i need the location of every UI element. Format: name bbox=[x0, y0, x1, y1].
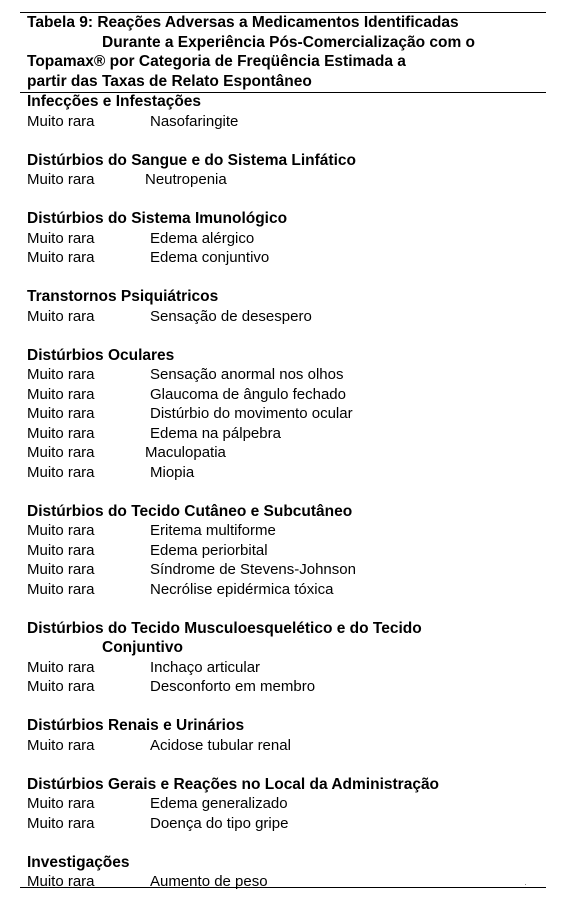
stray-mark bbox=[525, 884, 526, 885]
frequency-cell: Muito rara bbox=[27, 658, 95, 676]
term-cell: Desconforto em membro bbox=[150, 678, 316, 695]
table-row bbox=[27, 736, 547, 756]
frequency-cell: Muito rara bbox=[27, 541, 95, 559]
frequency-cell: Muito rara bbox=[27, 736, 95, 754]
section-heading: Distúrbios Renais e Urinários bbox=[27, 717, 245, 734]
term-cell: Eritema multiforme bbox=[150, 522, 276, 539]
term-cell: Glaucoma de ângulo fechado bbox=[150, 385, 346, 403]
title-line: Tabela 9: Reações Adversas a Medicamentos Identificadas bbox=[27, 14, 459, 31]
section bbox=[27, 775, 547, 834]
table-title bbox=[27, 13, 547, 91]
section-heading: Distúrbios Gerais e Reações no Local da Administração bbox=[27, 775, 440, 793]
frequency-cell: Muito rara bbox=[27, 795, 95, 812]
frequency-cell: Muito rara bbox=[27, 171, 95, 188]
title-line: Topamax® por Categoria de Freqüência Estimada a bbox=[27, 53, 406, 70]
table-row bbox=[27, 365, 547, 385]
term-cell: Nasofaringite bbox=[150, 112, 239, 130]
section-heading: Transtornos Psiquiátricos bbox=[27, 288, 219, 305]
term-cell: Maculopatia bbox=[145, 444, 226, 461]
term-cell: Edema periorbital bbox=[150, 541, 268, 559]
section-heading-continuation bbox=[27, 638, 547, 658]
section bbox=[27, 853, 547, 892]
term-cell: Inchaço articular bbox=[150, 658, 261, 676]
section bbox=[27, 92, 547, 131]
section bbox=[27, 151, 547, 190]
table-row bbox=[27, 385, 547, 405]
term-cell: Miopia bbox=[150, 463, 195, 481]
table-bottom-rule bbox=[20, 887, 546, 888]
table-row bbox=[27, 404, 547, 424]
frequency-cell: Muito rara bbox=[27, 385, 95, 403]
term-cell: Necrólise epidérmica tóxica bbox=[150, 580, 334, 598]
frequency-cell: Muito rara bbox=[27, 522, 95, 539]
term-cell: Edema generalizado bbox=[150, 795, 288, 812]
table-row bbox=[27, 521, 547, 541]
table-row bbox=[27, 424, 547, 444]
section bbox=[27, 502, 547, 600]
frequency-cell: Muito rara bbox=[27, 463, 95, 481]
term-cell: Sensação anormal nos olhos bbox=[150, 366, 344, 383]
term-cell: Doença do tipo gripe bbox=[150, 814, 289, 832]
section bbox=[27, 287, 547, 326]
table-row bbox=[27, 541, 547, 561]
frequency-cell: Muito rara bbox=[27, 561, 95, 578]
table-row bbox=[27, 560, 547, 580]
title-line: Durante a Experiência Pós-Comercialização com o bbox=[102, 33, 475, 51]
table-row bbox=[27, 307, 547, 327]
table-row bbox=[27, 112, 547, 132]
table-row bbox=[27, 229, 547, 249]
table-row bbox=[27, 580, 547, 600]
term-cell: Acidose tubular renal bbox=[150, 736, 291, 754]
section-heading: Distúrbios do Sistema Imunológico bbox=[27, 210, 288, 227]
frequency-cell: Muito rara bbox=[27, 249, 95, 266]
term-cell: Edema na pálpebra bbox=[150, 424, 281, 442]
table-row bbox=[27, 463, 547, 483]
table-row bbox=[27, 170, 547, 190]
table-row bbox=[27, 248, 547, 268]
frequency-cell: Muito rara bbox=[27, 229, 95, 247]
table-row bbox=[27, 658, 547, 678]
table-row bbox=[27, 794, 547, 814]
term-cell: Sensação de desespero bbox=[150, 307, 312, 325]
section-heading-cont-text: Conjuntivo bbox=[102, 639, 183, 656]
frequency-cell: Muito rara bbox=[27, 678, 95, 695]
frequency-cell: Muito rara bbox=[27, 405, 95, 422]
table-body bbox=[27, 92, 547, 892]
frequency-cell: Muito rara bbox=[27, 873, 95, 890]
section bbox=[27, 716, 547, 755]
section-heading: Distúrbios do Tecido Musculoesquelético e do Tecido bbox=[27, 619, 422, 637]
table-row bbox=[27, 814, 547, 834]
term-cell: Neutropenia bbox=[145, 171, 227, 188]
section bbox=[27, 209, 547, 268]
frequency-cell: Muito rara bbox=[27, 814, 95, 832]
term-cell: Edema conjuntivo bbox=[150, 249, 270, 266]
term-cell: Aumento de peso bbox=[150, 873, 268, 890]
table-row bbox=[27, 872, 547, 892]
table-row bbox=[27, 443, 547, 463]
frequency-cell: Muito rara bbox=[27, 307, 95, 325]
section-heading: Distúrbios Oculares bbox=[27, 346, 175, 364]
table-row bbox=[27, 677, 547, 697]
section-heading: Distúrbios do Sangue e do Sistema Linfático bbox=[27, 151, 356, 169]
term-cell: Síndrome de Stevens-Johnson bbox=[150, 561, 356, 578]
section-heading: Distúrbios do Tecido Cutâneo e Subcutâneo bbox=[27, 502, 353, 520]
section bbox=[27, 619, 547, 697]
frequency-cell: Muito rara bbox=[27, 444, 95, 461]
frequency-cell: Muito rara bbox=[27, 424, 95, 442]
section-heading: Infecções e Infestações bbox=[27, 93, 202, 110]
frequency-cell: Muito rara bbox=[27, 112, 95, 130]
section-heading: Investigações bbox=[27, 853, 130, 871]
term-cell: Distúrbio do movimento ocular bbox=[150, 405, 353, 422]
title-line: partir das Taxas de Relato Espontâneo bbox=[27, 72, 312, 90]
frequency-cell: Muito rara bbox=[27, 366, 95, 383]
section bbox=[27, 346, 547, 483]
term-cell: Edema alérgico bbox=[150, 229, 255, 247]
frequency-cell: Muito rara bbox=[27, 580, 95, 598]
